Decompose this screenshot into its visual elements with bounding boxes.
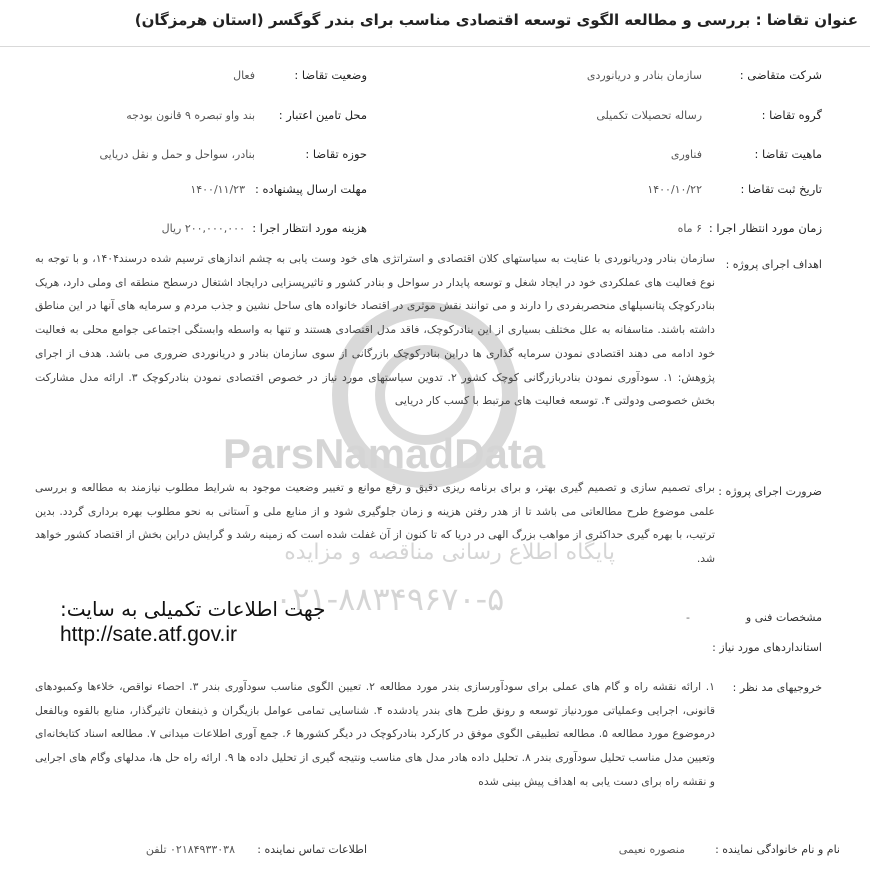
nature-value: فناوری [670,148,702,161]
specs-label-line2: استانداردهای مورد نیاز : [712,641,822,654]
group-label: گروه تقاضا : [761,108,822,122]
deadline-value: ۱۴۰۰/۱۱/۲۳ [190,183,245,196]
nature-label: ماهیت تقاضا : [754,147,822,161]
watermark-caption: پایگاه اطلاع رسانی مناقصه و مزایده [284,540,615,565]
contact-name-value: منصوره نعیمی [618,843,685,856]
contact-name-label: نام و نام خانوادگی نماینده : [715,843,840,856]
funding-label: محل تامین اعتبار : [278,108,367,122]
goals-text: سازمان بنادر ودریانوردی با عنایت به سیاستهای کلان اقتصادی و استراتژی های خود وست یابی به چشم اندازهای ترسیم شده درسند۱۴۰۴، و با توجه به نوع فعالیت های عملکردی خود در ایجاد شغل و توسعه پایدار در سواحل و بنادر کشور و تاثیرپسزایی درایجاد اشتغال درسطح منطقه ای وملی دارد، هریک بنادرکوچک پتانسیلهای منحصربفردی را دارند و می توانند نقش موثری در اقتصاد خانواده های ساحل نشین و جذب مردم و سرمایه های آنها در این مناطق داشته باشند. متاسفانه به علل مختلف بسیاری از این بنادرکوچک، فاقد مدل اقتصادی هستند و تنها به واسطه وابستگی اجتماعی جوامع محلی به فعالیت خود ادامه می دهند اقتصادی نمودن سرمایه گذاری ها دراین بنادرکوچک بازرگانی از سوی سازمان بنادر و دریانوردی ضروری می باشد. هدف از اجرای پژوهش: ۱. سودآوری نمودن بنادربازرگانی کوچک کشور ۲. تدوین سیاستهای مورد نیاز در خصوص اقتصادی نمودن بنادرکوچک ۳. ارائه مدل مشارکت بخش خصوصی ودولتی ۴. توسعه فعالیت های مرتبط با کسب کار دریایی [35,252,716,408]
applicant-label: شرکت متقاضی : [739,68,822,82]
applicant-value: سازمان بنادر و دریانوردی [586,69,702,82]
duration-label: زمان مورد انتظار اجرا : [708,221,822,235]
reg-date-value: ۱۴۰۰/۱۰/۲۲ [647,183,702,196]
watermark-phone: ۰۲۱-۸۸۳۴۹۶۷۰-۵ [275,580,505,618]
goals-label: اهداف اجرای پروژه : [725,258,822,271]
page-title: عنوان تقاضا : بررسی و مطالعه الگوی توسعه اقتصادی مناسب برای بندر گوگسر (استان هرمزگان) [134,11,858,29]
necessity-text: برای تصمیم سازی و تصمیم گیری بهتر، و برای برنامه ریزی دقیق و رفع موانع و تغییر وضعیت موجود به شرایط مطلوب نیازمند به مطالعه و بررسی علمی موضوع طرح مطالعاتی می باشد تا از هدر رفتن هزینه و زمان جلوگیری شود و از منابع ملی و آستانی به نحو مطلوب بهره برداری گردد. بدین ترتیب، با بهره گیری حداکثری از مواهب بزرگ الهی در دریا که تا کنون از آن غفلت شده است که زمینه رشد و گرایش دراین بخش از اقتصاد کشور خواهد شد. [35,481,715,566]
outputs-text: ۱. ارائه نقشه راه و گام های عملی برای سودآورسازی بندر مورد مطالعه ۲. تعیین الگوی مناسب سودآوری بندر ۳. احصاء نواقص، خلاء‌ها وکمبودهای قانونی، اجرایی وعملیاتی موردنیاز توسعه و رونق طرح های بندر یادشده ۴. شناسایی تمامی عوامل بازیگران و ذینفعان تاثیرگذار، منابع بالقوه وبالفعل درموضوع مورد مطالعه ۵. مطالعه تطبیقی الگوی موفق در کارکرد بنادرکوچک در دیگر کشورها ۶. جمع آوری اطلاعات میدانی ۷. مطالعه اسناد کتابخانه‌ای وتعیین مدل مناسب تحلیل سودآوری بندر ۸. تحلیل داده هادر مدل های مناسب ونتیجه گیری از تحلیل داده ها ۹. ارائه راه حل ها، مدلهای وگام های اجرایی و نقشه راه برای دست یابی به اهداف پیش بینی شده [35,680,716,788]
funding-value: بند واو تبصره ۹ قانون بودجه [126,109,255,122]
field-value: بنادر، سواحل و حمل و نقل دریایی [99,148,255,161]
duration-value: ۶ ماه [677,222,702,235]
status-label: وضعیت تقاضا : [294,68,367,82]
more-info-url[interactable]: http://sate.atf.gov.ir [60,623,238,646]
specs-value: - [686,611,690,624]
more-info-note: جهت اطلاعات تکمیلی به سایت: [60,597,326,621]
specs-label-line1: مشخصات فنی و [745,611,822,624]
contact-phone-label: اطلاعات تماس نماینده : [257,843,367,856]
contact-phone-value: ۰۲۱۸۴۹۳۳۰۳۸ تلفن [145,843,235,856]
cost-value: ۲۰۰,۰۰۰,۰۰۰ ریال [161,222,245,235]
group-value: رساله تحصیلات تکمیلی [596,109,702,122]
cost-label: هزینه مورد انتظار اجرا : [252,221,367,235]
watermark-brand: ParsNamadData [223,430,546,477]
outputs-label: خروجیهای مد نظر : [732,681,822,694]
status-value: فعال [233,69,255,82]
deadline-label: مهلت ارسال پیشنهاده : [255,182,367,196]
necessity-label: ضرورت اجرای پروژه : [718,485,822,498]
title-bar [0,0,870,47]
reg-date-label: تاریخ ثبت تقاضا : [740,182,822,196]
field-label: حوزه تقاضا : [305,147,367,161]
